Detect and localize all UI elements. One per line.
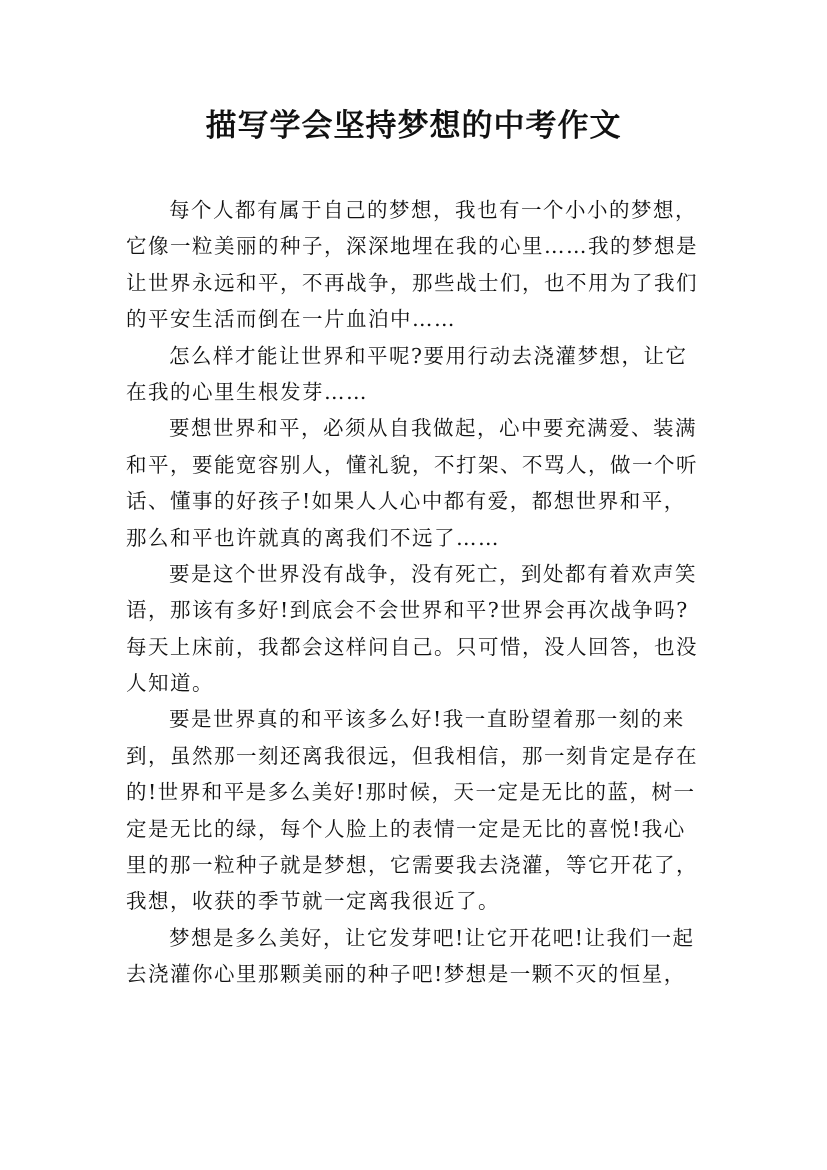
text-line: 我想，收获的季节就一定离我很近了。	[126, 889, 500, 914]
text-line: 的!世界和平是多么美好!那时候，天一定是无比的蓝，树一	[126, 780, 696, 805]
text-line: 每个人都有属于自己的梦想，我也有一个小小的梦想，	[169, 198, 697, 222]
text-line: 怎么样才能让世界和平呢?要用行动去浇灌梦想，让它	[169, 343, 688, 368]
text-line: 话、懂事的好孩子!如果人人心中都有爱，都想世界和平，	[126, 489, 686, 514]
text-line: 每天上床前，我都会这样问自己。只可惜，没人回答，也没	[126, 634, 698, 659]
text-line: 要是这个世界没有战争，没有死亡，到处都有着欢声笑	[169, 561, 697, 586]
text-line: 它像一粒美丽的种子，深深地埋在我的心里……我的梦想是	[126, 234, 698, 259]
text-line: 人知道。	[126, 671, 214, 696]
text-line: 那么和平也许就真的离我们不远了……	[126, 525, 500, 550]
text-line: 去浇灌你心里那颗美丽的种子吧!梦想是一颗不灭的恒星，	[126, 962, 686, 987]
text-line: 让世界永远和平，不再战争，那些战士们，也不用为了我们	[126, 270, 698, 295]
document-body	[126, 192, 708, 993]
text-line: 到，虽然那一刻还离我很远，但我相信，那一刻肯定是存在	[126, 743, 698, 768]
text-line: 梦想是多么美好，让它发芽吧!让它开花吧!让我们一起	[169, 925, 695, 950]
document-title: 描写学会坚持梦想的中考作文	[205, 108, 622, 144]
text-line: 里的那一粒种子就是梦想，它需要我去浇灌，等它开花了，	[126, 853, 698, 878]
text-line: 要想世界和平，必须从自我做起，心中要充满爱、装满	[169, 416, 697, 441]
text-line: 语，那该有多好!到底会不会世界和平?世界会再次战争吗?	[126, 598, 689, 623]
text-line: 在我的心里生根发芽……	[126, 379, 368, 404]
text-line: 要是世界真的和平该多么好!我一直盼望着那一刻的来	[169, 707, 685, 732]
text-line: 和平，要能宽容别人，懂礼貌，不打架、不骂人，做一个听	[126, 452, 698, 477]
text-line: 定是无比的绿，每个人脸上的表情一定是无比的喜悦!我心	[126, 816, 686, 841]
text-line: 的平安生活而倒在一片血泊中……	[126, 307, 456, 332]
